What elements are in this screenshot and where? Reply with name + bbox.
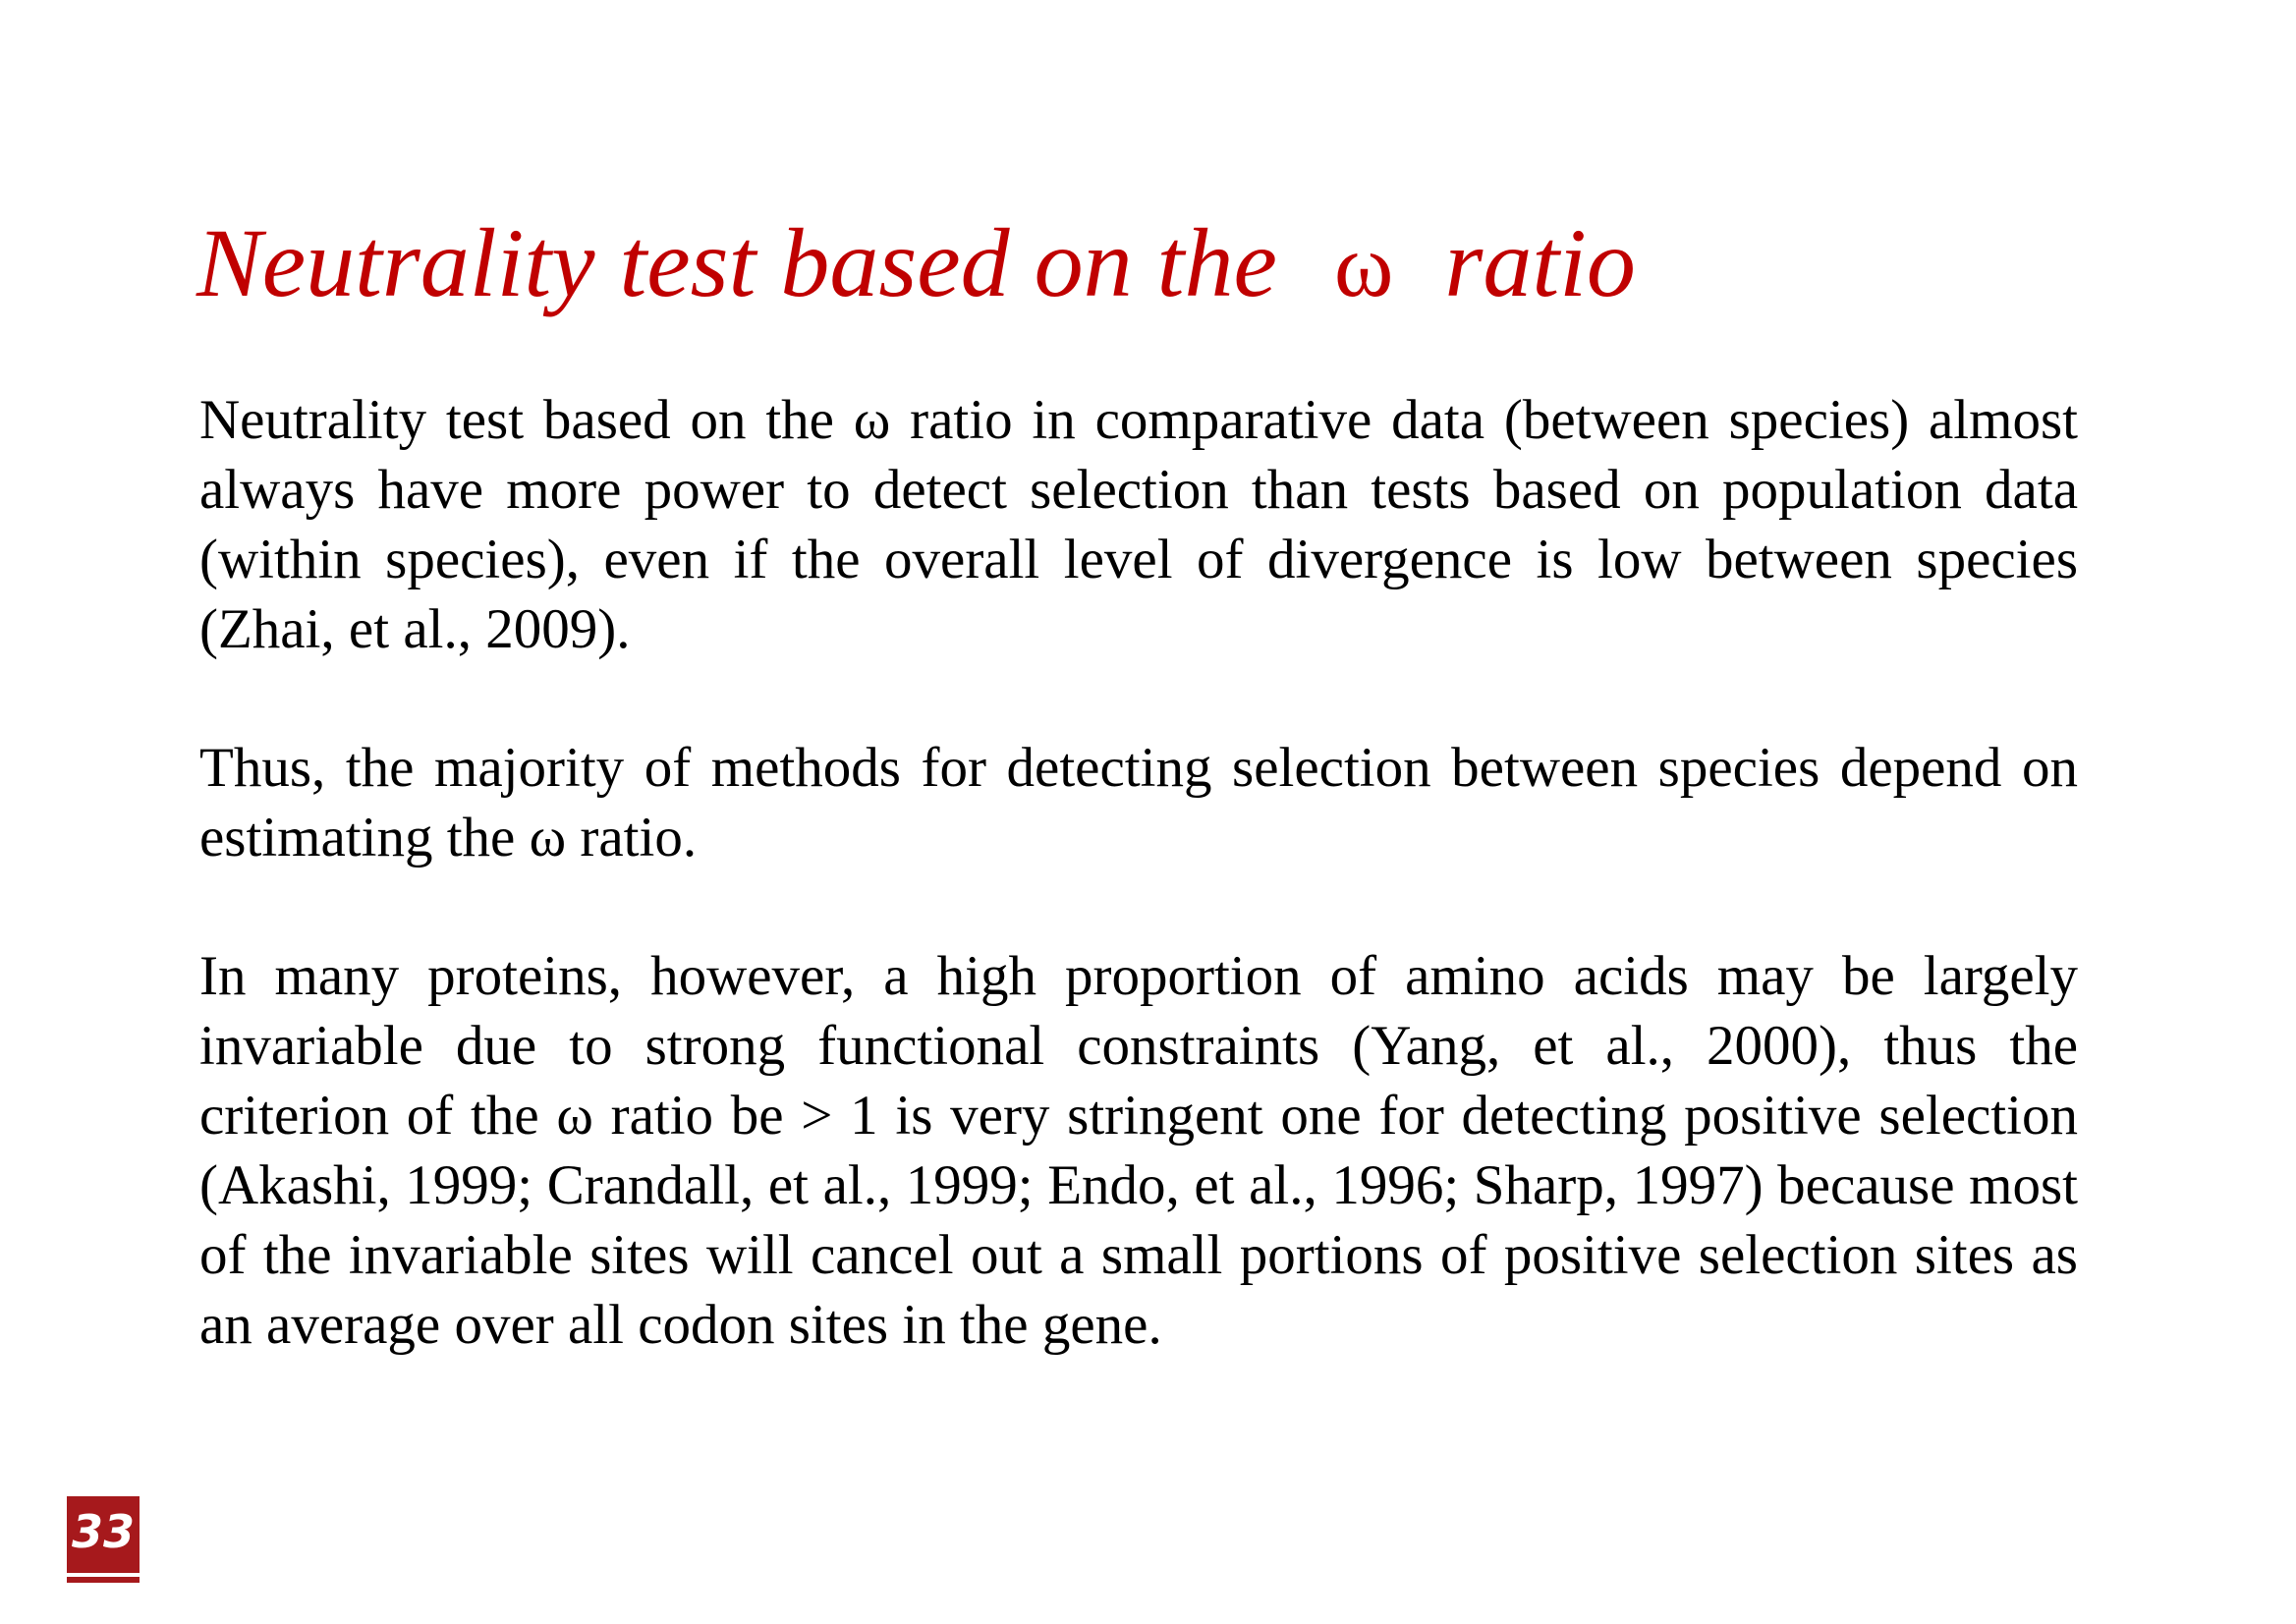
paragraph-comparative-data: Neutrality test based on the ω ratio in comparative data (between species) almost always have more power to detect selection than tests based on population data (within species), even if the overall level of divergence is low between species (Zhai, et al., 2009). bbox=[199, 389, 2078, 660]
slide-title bbox=[196, 201, 2063, 327]
title-text-before: Neutrality test based on the bbox=[196, 208, 1277, 317]
title-omega-symbol: ω bbox=[1333, 215, 1394, 315]
slide-body bbox=[199, 385, 2078, 1360]
paragraph-majority-methods: Thus, the majority of methods for detecting selection between species depend on estimating the ω ratio. bbox=[199, 737, 2078, 868]
page-number-badge: 33 bbox=[67, 1496, 140, 1577]
title-text-after: ratio bbox=[1444, 208, 1636, 317]
paragraph-invariable-sites: In many proteins, however, a high proportion of amino acids may be largely invariable due to strong functional constraints (Yang, et al., 2000), thus the criterion of the ω ratio be > 1 is very stringent one for detecting positive selection (Akashi, 1999; Crandall, et al., 1999; Endo, et al., 1996; Sharp, 1997) because most of the invariable sites will cancel out a small portions of positive selection sites as an average over all codon sites in the gene. bbox=[199, 945, 2078, 1356]
